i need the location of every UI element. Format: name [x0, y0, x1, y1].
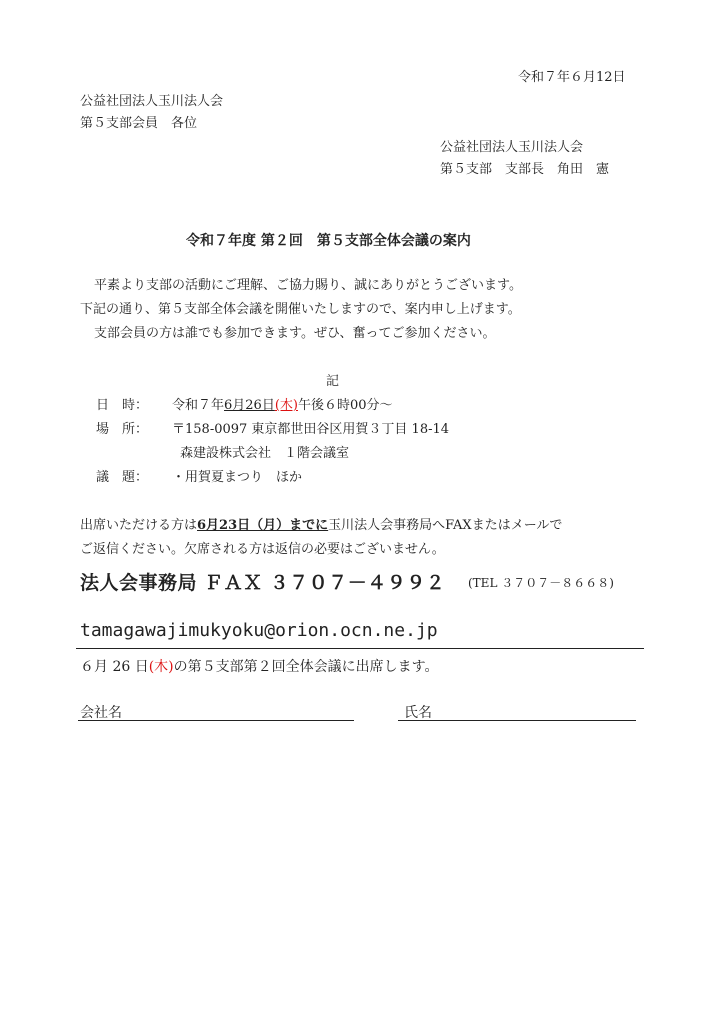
date-prefix: 令和７年: [172, 398, 225, 413]
recipient-organization: 公益社団法人玉川法人会: [80, 94, 224, 109]
greeting-line-2: 下記の通り、第５支部全体会議を開催いたしますので、案内申し上げます。: [80, 302, 521, 317]
date-time: 午後６時00分～: [298, 398, 393, 413]
email-address[interactable]: tamagawajimukyoku@orion.ocn.ne.jp: [80, 620, 438, 641]
greeting-line-1: 平素より支部の活動にご理解、ご協力賜り、誠にありがとうございます。: [94, 278, 522, 293]
tel-line: (TEL ３７０７－８６６８): [468, 576, 614, 590]
greeting-line-3: 支部会員の方は誰でも参加できます。ぜひ、奮ってご参加ください。: [94, 326, 496, 341]
rsvp-deadline: 6月23日（月）までに: [197, 518, 329, 533]
document-title: 令和７年度 第２回 第５支部全体会議の案内: [186, 233, 471, 249]
company-field[interactable]: [78, 720, 354, 721]
place-address: 〒158-0097 東京都世田谷区用賀３丁目 18-14: [172, 422, 450, 437]
reply-weekday: (木): [148, 659, 174, 675]
ki-heading: 記: [326, 374, 340, 389]
rsvp-line-2: ご返信ください。欠席される方は返信の必要はございません。: [80, 542, 445, 557]
recipient-group: 第５支部会員 各位: [80, 116, 198, 131]
rsvp-post: 玉川法人会事務局へFAXまたはメールで: [328, 518, 563, 533]
name-field[interactable]: [398, 720, 636, 721]
document-date: 令和７年６月12日: [518, 70, 626, 85]
date-label: 日 時：: [96, 398, 149, 413]
company-label: 会社名: [80, 705, 122, 721]
sender-title: 第５支部 支部長 角田 憲: [440, 162, 610, 177]
name-label: 氏名: [404, 705, 432, 721]
rsvp-line-1: [80, 514, 562, 533]
rsvp-pre: 出席いただける方は: [80, 518, 198, 533]
reply-statement: [80, 656, 439, 676]
separator-line: [76, 648, 644, 649]
agenda-label: 議 題：: [96, 470, 149, 485]
date-weekday: (木): [274, 398, 298, 413]
reply-pre: ６月 26 日: [80, 659, 149, 675]
place-building: 森建設株式会社 １階会議室: [180, 446, 350, 461]
date-value: [172, 394, 393, 413]
reply-post: の第５支部第２回全体会議に出席します。: [173, 659, 439, 675]
date-day: 6月26日: [224, 398, 275, 413]
place-label: 場 所：: [96, 422, 149, 437]
fax-line: 法人会事務局 ＦＡＸ ３７０７－４９９２: [80, 572, 446, 594]
sender-organization: 公益社団法人玉川法人会: [440, 140, 584, 155]
agenda-value: ・用賀夏まつり ほか: [172, 470, 303, 485]
